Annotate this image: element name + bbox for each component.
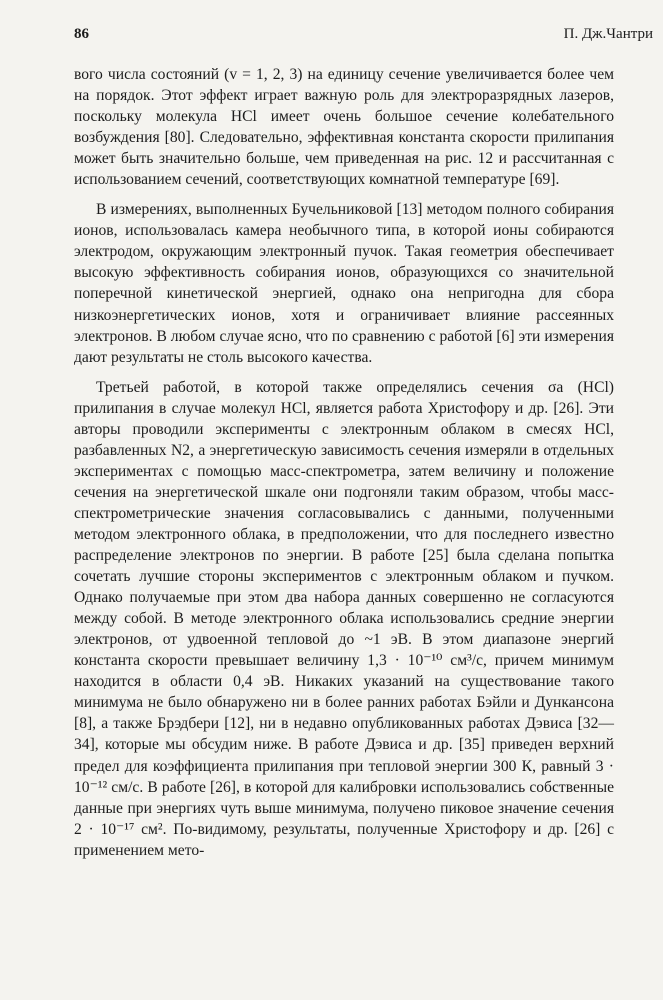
page-number: 86 (74, 26, 89, 42)
paragraph-buchelnikova: В измерениях, выполненных Бучельниковой [13] методом полного собирания ионов, использовалась камера необычного типа, в которой ионы собираются электродом, окружающим электронный пучок. Такая геометрия обеспечивает высокую эффективность собирания ионов, образующихся со значительной поперечной кинетической энергией, однако она непригодна для сбора низкоэнергетических ионов, хотя и ограничивает влияние рассеянных электронов. В любом случае ясно, что по сравнению с работой [6] эти измерения дают результаты не столь высокого качества. (74, 201, 614, 366)
paragraph-christophorou: Третьей работой, в которой также определялись сечения σa (HCl) прилипания в случае молекул HCl, является работа Христофору и др. [26]. Эти авторы проводили эксперименты с электронным облаком в смесях HCl, разбавленных N2, а энергетическую зависимость сечения измеряли в отдельных экспериментах с помощью масс-спектрометра, затем величину и положение сечения на энергетической шкале они подгоняли таким образом, чтобы масс-спектрометрические значения согласовывались с данными, полученными методом электронного облака, в предположении, что для последнего известно распределение электронов по энергии. В работе [25] была сделана попытка сочетать лучшие стороны экспериментов с электронным облаком и пучком. Однако получаемые при этом два набора данных совершенно не согласуются между собой. В методе электронного облака использовались средние энергии электронов, от удвоенной тепловой до ~1 эВ. В этом диапазоне энергий константа скорости превышает величину 1,3 · 10⁻¹⁰ см³/с, причем минимум находится в области 0,4 эВ. Никаких указаний на существование такого минимума не было обнаружено ни в более ранних работах Бэйли и Дункансона [8], а также Брэдбери [12], ни в недавно опубликованных работах Дэвиса [32—34], которые мы обсудим ниже. В работе Дэвиса и др. [35] приведен верхний предел для коэффициента прилипания при тепловой энергии 300 К, равный 3 · 10⁻¹² см/с. В работе [26], в которой для калибровки использовались собственные данные при энергиях чуть выше минимума, получено пиковое значение сечения 2 · 10⁻¹⁷ см². По-видимому, результаты, полученные Христофору и др. [26] с применением мето- (74, 378, 614, 859)
page-header (74, 26, 653, 46)
body-text (74, 64, 614, 861)
paragraph-continuation: вого числа состояний (v = 1, 2, 3) на единицу сечение увеличивается более чем на порядок. Этот эффект играет важную роль для электроразрядных лазеров, поскольку молекула HCl имеет очень большое сечение колебательного возбуждения [80]. Следовательно, эффективная константа скорости прилипания может быть значительно больше, чем приведенная на рис. 12 и рассчитанная с использованием сечений, соответствующих комнатной температуре [69]. (74, 66, 614, 189)
running-head-author: П. Дж.Чантри (563, 26, 653, 42)
